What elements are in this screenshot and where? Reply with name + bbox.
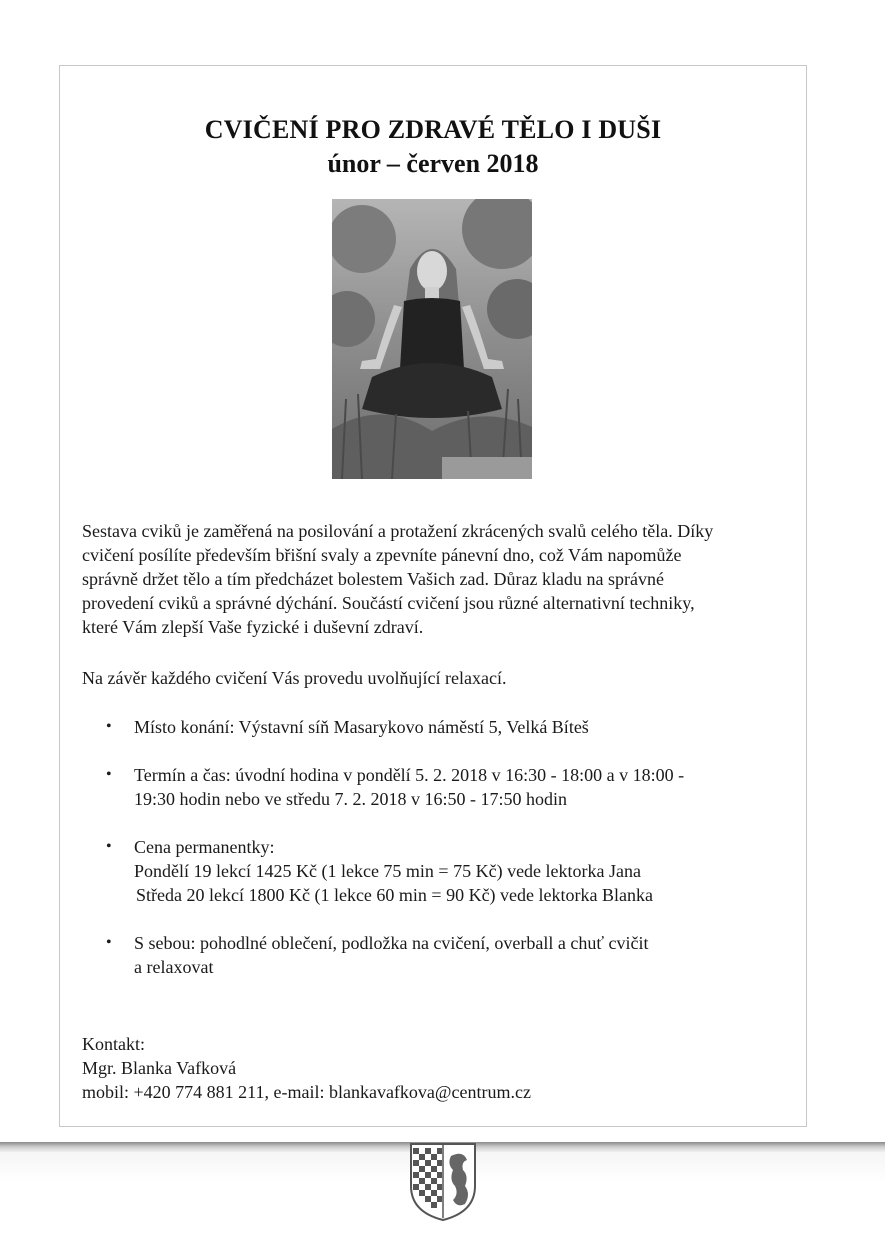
flyer-subtitle: únor – červen 2018 — [327, 149, 539, 178]
contact-phone-email: mobil: +420 774 881 211, e-mail: blankavafkova@centrum.cz — [82, 1082, 531, 1102]
price-wednesday: Středa 20 lekcí 1800 Kč (1 lekce 60 min = 90 Kč) vede lektorka Blanka — [136, 885, 653, 905]
list-item-place — [82, 715, 762, 739]
list-item-price — [82, 835, 762, 907]
town-crest-icon — [407, 1142, 479, 1222]
bullet-icon: • — [106, 766, 112, 783]
price-heading: Cena permanentky: — [134, 837, 275, 857]
bullet-icon: • — [106, 934, 112, 951]
price-monday: Pondělí 19 lekcí 1425 Kč (1 lekce 75 min = 75 Kč) vede lektorka Jana — [134, 861, 642, 881]
bring-line: a relaxovat — [134, 957, 214, 977]
time-line: 19:30 hodin nebo ve středu 7. 2. 2018 v 16:50 - 17:50 hodin — [134, 789, 567, 809]
place-text: Místo konání: Výstavní síň Masarykovo náměstí 5, Velká Bíteš — [134, 717, 589, 737]
meditation-photo — [332, 199, 532, 479]
bullet-icon: • — [106, 838, 112, 855]
bullet-icon: • — [106, 718, 112, 735]
contact-name: Mgr. Blanka Vafková — [82, 1058, 237, 1078]
flyer-title: CVIČENÍ PRO ZDRAVÉ TĚLO I DUŠI — [204, 115, 662, 144]
intro-line: provedení cviků a správné dýchání. Součástí cvičení jsou různé alternativní techniky, — [82, 593, 695, 613]
bring-line: S sebou: pohodlné oblečení, podložka na cvičení, overball a chuť cvičit — [134, 933, 649, 953]
intro-paragraph — [82, 519, 786, 639]
intro-line: které Vám zlepší Vaše fyzické i duševní zdraví. — [82, 617, 424, 637]
flyer-page — [59, 65, 807, 1127]
intro-line: cvičení posílíte především břišní svaly a zpevníte pánevní dno, což Vám napomůže — [82, 545, 682, 565]
time-line: Termín a čas: úvodní hodina v pondělí 5. 2. 2018 v 16:30 - 18:00 a v 18:00 - — [134, 765, 685, 785]
contact-block — [82, 1032, 786, 1104]
intro-line: správně držet tělo a tím předcházet bolestem Vašich zad. Důraz kladu na správné — [82, 569, 664, 589]
details-list — [82, 715, 762, 1003]
meditation-photo-icon — [332, 199, 532, 479]
list-item-bring — [82, 931, 762, 979]
closing-sentence: Na závěr každého cvičení Vás provedu uvolňující relaxací. — [82, 668, 507, 688]
contact-heading: Kontakt: — [82, 1034, 145, 1054]
list-item-time — [82, 763, 762, 811]
intro-line: Sestava cviků je zaměřená na posilování a protažení zkrácených svalů celého těla. Díky — [82, 521, 714, 541]
